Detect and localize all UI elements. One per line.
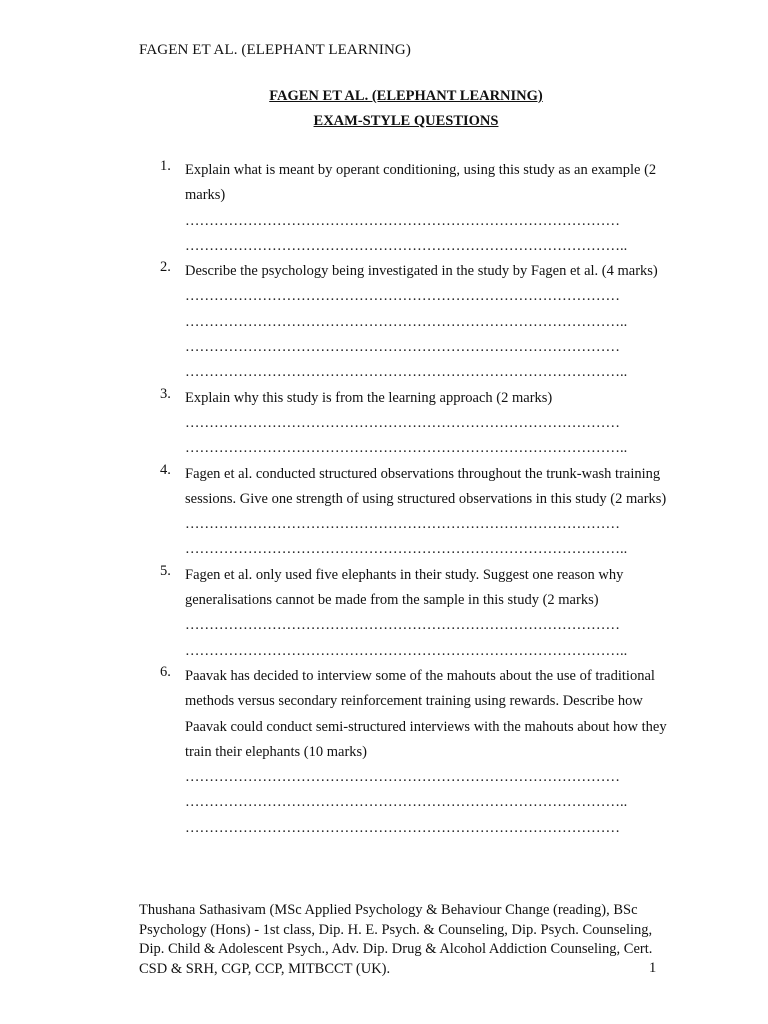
question-text: Fagen et al. only used five elephants in their study. Suggest one reason why generalisations cannot be made from the sample in this study (2 marks) (185, 566, 624, 609)
answer-line: ……………………………………………………………………………….. (185, 237, 628, 254)
question-number: 4. (160, 461, 171, 478)
footer (139, 901, 669, 979)
question-number: 5. (160, 562, 171, 579)
page-number: 1 (649, 960, 657, 976)
answer-line: ……………………………………………………………………………… (185, 339, 620, 356)
question-text: Fagen et al. conducted structured observations throughout the trunk-wash training sessions. Give one strength of using structured observations in this study (2 marks) (185, 465, 667, 507)
question-text: Explain why this study is from the learning approach (2 marks) (185, 389, 553, 406)
document-subtitle: EXAM-STYLE QUESTIONS (313, 113, 499, 129)
question-item (160, 259, 680, 385)
question-item (160, 158, 680, 259)
answer-line: ……………………………………………………………………………… (185, 769, 620, 786)
answer-line: ……………………………………………………………………………… (185, 414, 620, 431)
answer-line: ……………………………………………………………………………….. (185, 313, 628, 330)
question-item (160, 563, 680, 664)
running-header: FAGEN ET AL. (ELEPHANT LEARNING) (139, 42, 411, 58)
answer-line: ……………………………………………………………………………….. (185, 541, 628, 558)
question-text: Explain what is meant by operant conditioning, using this study as an example (2 marks) (185, 162, 657, 204)
question-item (160, 462, 680, 563)
question-number: 3. (160, 385, 171, 402)
answer-line: ……………………………………………………………………………… (185, 516, 620, 533)
answer-line: ……………………………………………………………………………….. (185, 364, 628, 381)
question-number: 1. (160, 158, 171, 174)
answer-line: ……………………………………………………………………………… (185, 617, 620, 634)
answer-line: ……………………………………………………………………………….. (185, 440, 628, 457)
answer-line: ……………………………………………………………………………….. (185, 794, 628, 811)
question-text: Describe the psychology being investigated in the study by Fagen et al. (4 marks) (185, 263, 658, 280)
question-number: 2. (160, 259, 171, 276)
question-number: 6. (160, 663, 171, 680)
question-item (160, 664, 680, 841)
answer-line: ……………………………………………………………………………… (185, 819, 620, 836)
document-title: FAGEN ET AL. (ELEPHANT LEARNING) (269, 88, 543, 104)
question-list (160, 158, 680, 841)
author-credits: Thushana Sathasivam (MSc Applied Psychology & Behaviour Change (reading), BSc Psychology (Hons) - 1st class, Dip. H. E. Psych. & Counseling, Dip. Psych. Counseling, Dip. Child & Adolescent Psych., Adv. Dip. Drug & Alcohol Addiction Counseling, Cert. CSD & SRH, CGP, CCP, MITBCCT (UK). (139, 902, 653, 977)
answer-line: ……………………………………………………………………………… (185, 212, 620, 229)
question-text: Paavak has decided to interview some of the mahouts about the use of traditional methods versus secondary reinforcement training using rewards. Describe how Paavak could conduct semi-structured interviews with the mahouts about how they train their elephants (10 marks) (185, 667, 667, 760)
answer-line: ……………………………………………………………………………… (185, 288, 620, 305)
answer-line: ……………………………………………………………………………….. (185, 642, 628, 659)
question-item (160, 386, 680, 462)
